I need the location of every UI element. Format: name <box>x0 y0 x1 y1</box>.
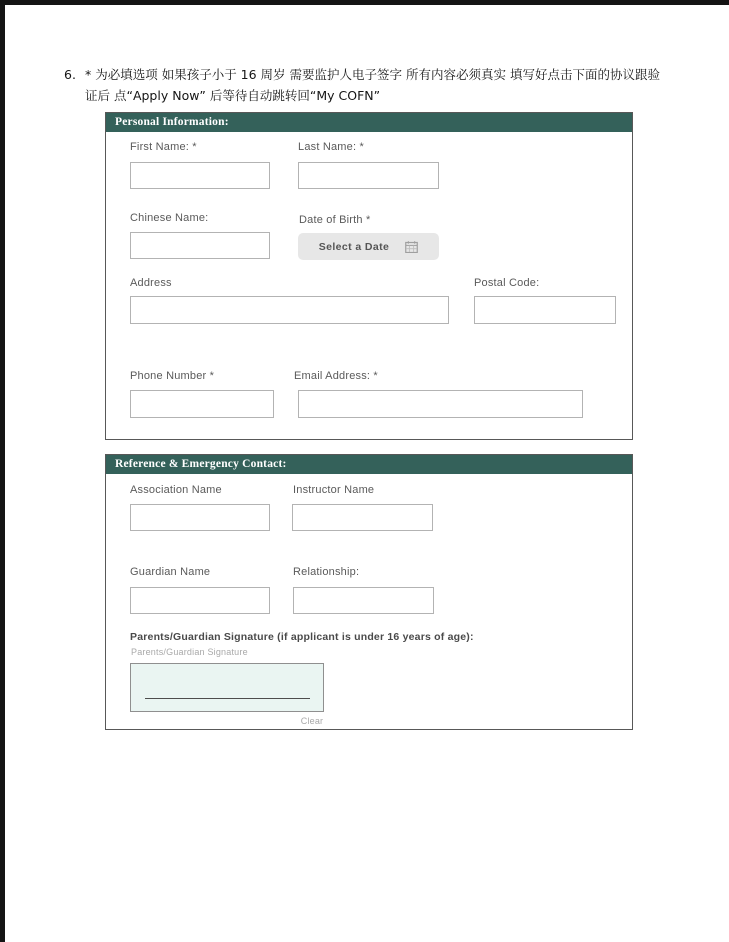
signature-clear-button[interactable]: Clear <box>300 716 324 726</box>
list-number: 6. <box>64 67 76 82</box>
chinese-name-input[interactable] <box>130 232 270 259</box>
instructor-name-label: Instructor Name <box>293 484 375 496</box>
last-name-label: Last Name: * <box>298 141 364 153</box>
instructor-name-input[interactable] <box>292 504 433 531</box>
instruction-item-6 <box>64 64 704 106</box>
signature-pad[interactable] <box>130 663 324 712</box>
signature-line <box>145 698 310 699</box>
phone-number-input[interactable] <box>130 390 274 418</box>
guardian-name-input[interactable] <box>130 587 270 614</box>
address-input[interactable] <box>130 296 449 324</box>
relationship-label: Relationship: <box>293 566 360 578</box>
signature-section-label: Parents/Guardian Signature (if applicant is under 16 years of age): <box>130 631 474 643</box>
chinese-name-label: Chinese Name: <box>130 212 209 224</box>
instruction-text <box>85 64 704 106</box>
email-address-label: Email Address: * <box>294 370 378 382</box>
instruction-line-2: 证后 点“Apply Now” 后等待自动跳转回“My COFN” <box>85 88 381 103</box>
reference-emergency-section <box>105 454 633 730</box>
phone-number-label: Phone Number * <box>130 370 215 382</box>
select-date-button[interactable] <box>298 233 439 260</box>
email-address-input[interactable] <box>298 390 583 418</box>
calendar-icon <box>405 241 418 253</box>
postal-code-label: Postal Code: <box>474 277 540 289</box>
reference-emergency-header: Reference & Emergency Contact: <box>106 455 632 474</box>
personal-information-header: Personal Information: <box>106 113 632 132</box>
postal-code-input[interactable] <box>474 296 616 324</box>
scan-edge-left <box>0 0 5 942</box>
association-name-label: Association Name <box>130 484 222 496</box>
first-name-input[interactable] <box>130 162 270 189</box>
address-label: Address <box>130 277 172 289</box>
relationship-input[interactable] <box>293 587 434 614</box>
personal-information-section <box>105 112 633 440</box>
guardian-name-label: Guardian Name <box>130 566 211 578</box>
signature-sublabel: Parents/Guardian Signature <box>131 647 248 657</box>
last-name-input[interactable] <box>298 162 439 189</box>
association-name-input[interactable] <box>130 504 270 531</box>
date-of-birth-label: Date of Birth * <box>299 214 371 226</box>
select-date-label: Select a Date <box>318 240 390 253</box>
first-name-label: First Name: * <box>130 141 197 153</box>
instruction-line-1: * 为必填选项 如果孩子小于 16 周岁 需要监护人电子签字 所有内容必须真实 填写好点击下面的协议跟验 <box>85 67 660 82</box>
scan-edge-top <box>0 0 729 5</box>
